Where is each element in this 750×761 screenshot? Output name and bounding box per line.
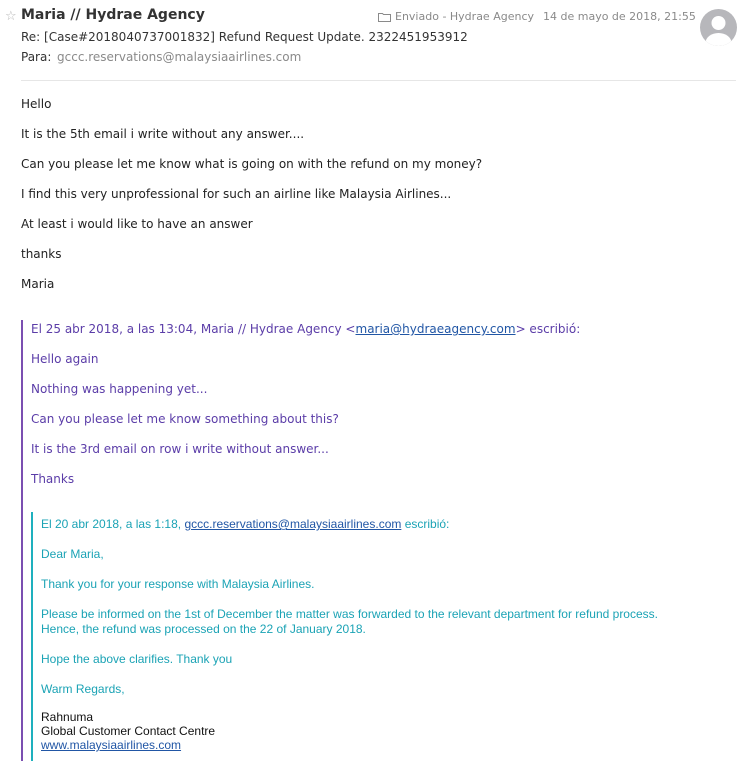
quote2-thanks: Thank you for your response with Malaysia Airlines. <box>41 577 315 591</box>
message-line: It is the 5th email i write without any answer.... <box>21 127 305 141</box>
quote2-greeting: Dear Maria, <box>41 547 104 561</box>
quote2-attribution-suffix: escribió: <box>401 517 450 531</box>
quote1-attribution <box>31 322 580 336</box>
quote2-email-link[interactable]: gccc.reservations@malaysiaairlines.com <box>184 517 402 531</box>
header-divider <box>21 80 736 81</box>
quote2-attribution <box>41 517 449 531</box>
quote1-attribution-prefix: El 25 abr 2018, a las 13:04, Maria // Hydrae Agency < <box>31 322 356 336</box>
folder-name: Enviado - Hydrae Agency <box>395 10 534 23</box>
quote1-attribution-suffix: > escribió: <box>515 322 581 336</box>
email-subject: Re: [Case#2018040737001832] Refund Request Update. 2322451953912 <box>21 30 468 44</box>
quote1-line: Hello again <box>31 352 99 366</box>
signature-title: Global Customer Contact Centre <box>41 724 216 738</box>
star-icon[interactable]: ☆ <box>5 9 17 24</box>
email-date: 14 de mayo de 2018, 21:55 <box>543 10 696 23</box>
quote2-regards: Warm Regards, <box>41 682 125 696</box>
quote2-info-line: Please be informed on the 1st of December the matter was forwarded to the relevant department for refund process. <box>41 607 658 621</box>
quote2-hope: Hope the above clarifies. Thank you <box>41 652 233 666</box>
quote1-email-link[interactable]: maria@hydraeagency.com <box>355 322 516 336</box>
quote2-info-line: Hence, the refund was processed on the 22 of January 2018. <box>41 622 366 636</box>
signature-website <box>41 738 181 752</box>
message-line: Hello <box>21 97 52 111</box>
signature-name: Rahnuma <box>41 710 94 724</box>
message-line: I find this very unprofessional for such an airline like Malaysia Airlines... <box>21 187 452 201</box>
quote-bar-level1 <box>21 320 23 761</box>
recipient-address[interactable]: gccc.reservations@malaysiaairlines.com <box>57 50 302 64</box>
quote1-line: It is the 3rd email on row i write without answer... <box>31 442 329 456</box>
message-line: At least i would like to have an answer <box>21 217 253 231</box>
email-header <box>0 0 750 82</box>
quote1-line: Nothing was happening yet... <box>31 382 208 396</box>
avatar-icon[interactable] <box>700 9 737 46</box>
recipient-line <box>21 50 301 64</box>
quote1-line: Thanks <box>31 472 75 486</box>
to-label: Para: <box>21 50 52 64</box>
folder-icon <box>378 12 391 22</box>
quote1-line: Can you please let me know something about this? <box>31 412 339 426</box>
website-link[interactable]: www.malaysiaairlines.com <box>41 738 182 752</box>
message-line: Maria <box>21 277 55 291</box>
message-line: Can you please let me know what is going on with the refund on my money? <box>21 157 483 171</box>
message-line: thanks <box>21 247 62 261</box>
quote2-attribution-prefix: El 20 abr 2018, a las 1:18, <box>41 517 185 531</box>
folder-label[interactable] <box>378 10 534 23</box>
sender-name[interactable]: Maria // Hydrae Agency <box>21 7 205 23</box>
quote-bar-level2 <box>31 512 33 761</box>
